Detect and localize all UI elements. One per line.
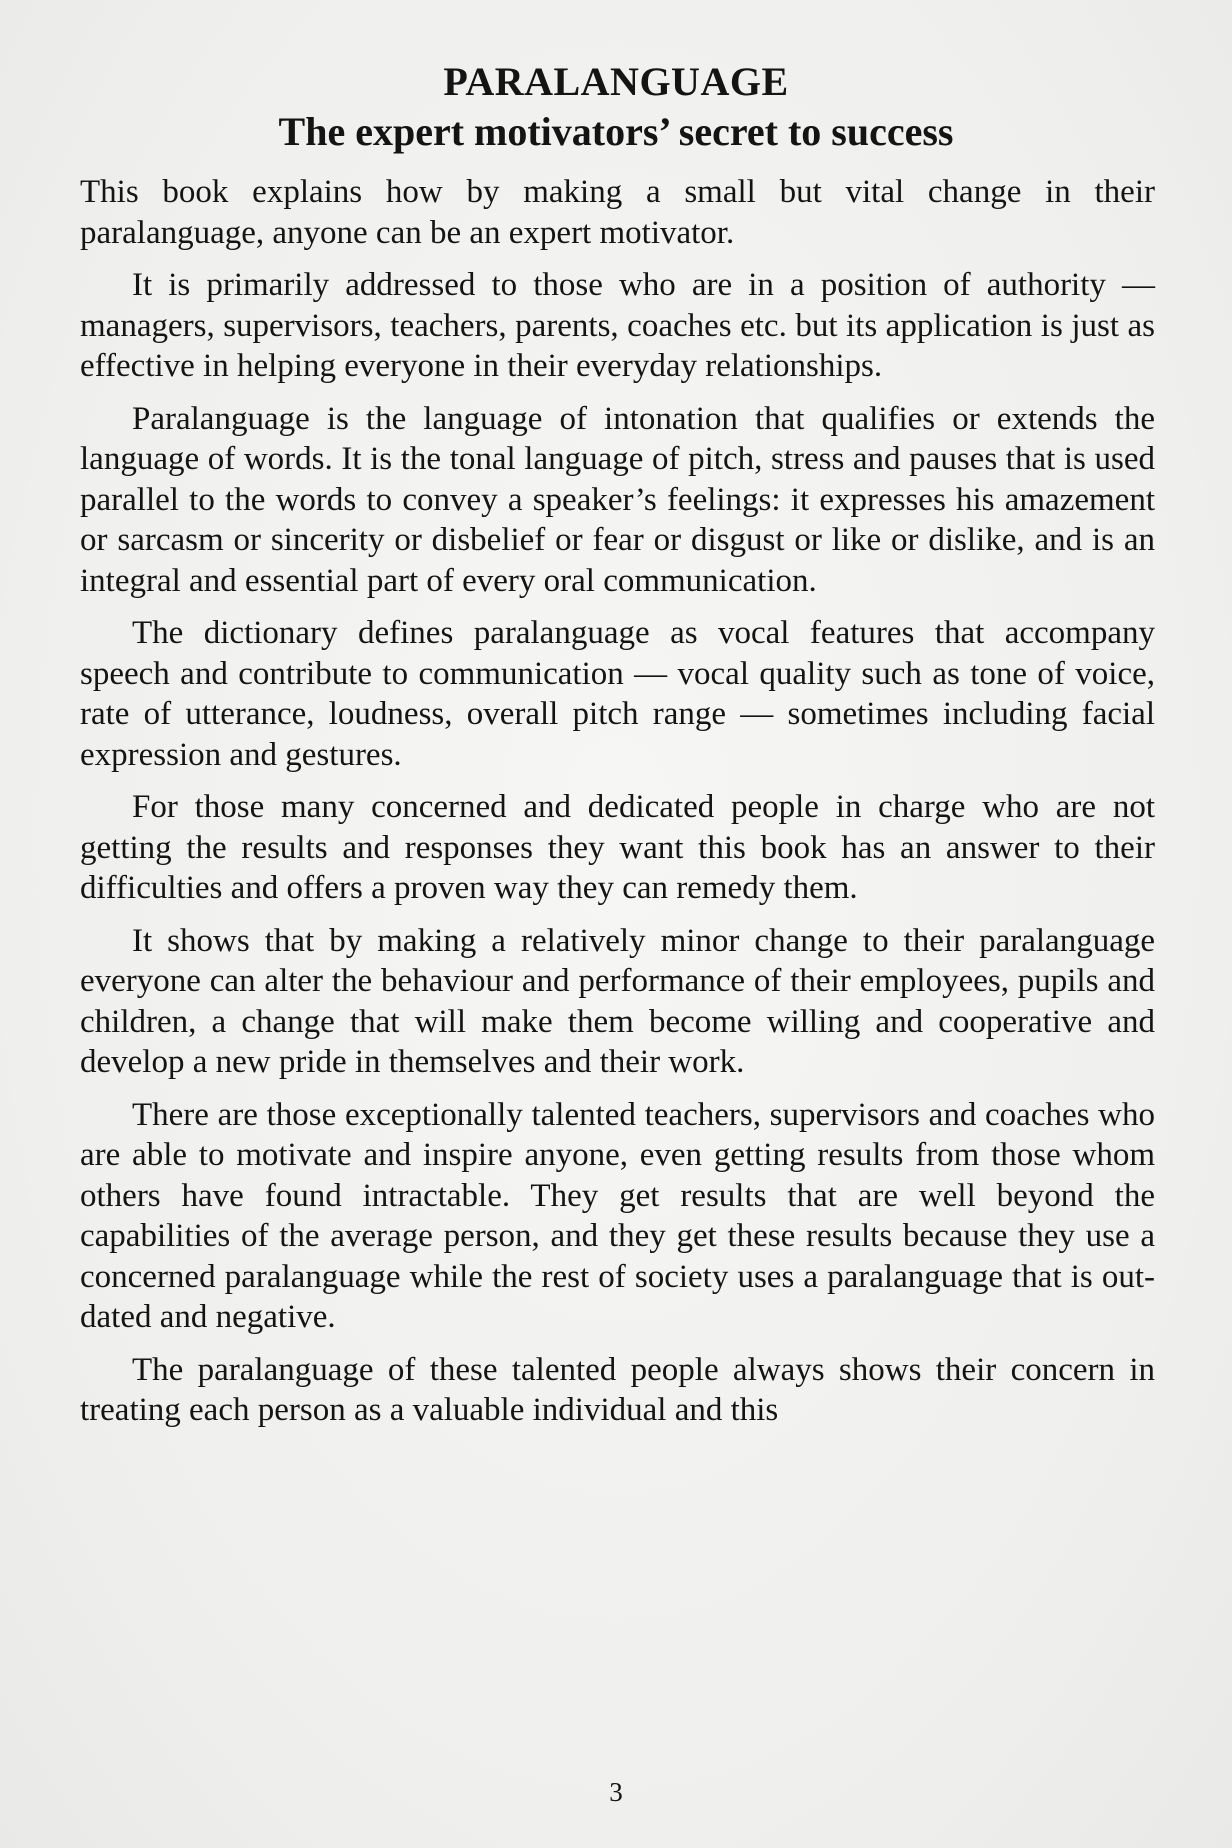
page-subtitle: The expert motivators’ secret to success	[278, 109, 954, 154]
paragraph-dictionary: The dictionary defines paralanguage as vocal features that accompany speech and contribute to communication — vocal quality such as tone of voice, rate of utterance, loudness, overall pitch range — sometimes including facial expression and gestures.	[80, 615, 1155, 773]
paragraph-audience: It is primarily addressed to those who are in a position of authority — managers, supervisors, teachers, parents, coaches etc. but its application is just as effective in helping everyone in their everyday relationships.	[80, 267, 1155, 384]
page-title: PARALANGUAGE	[443, 59, 789, 104]
paragraph-concern: The paralanguage of these talented people always shows their concern in treating each person as a valuable individual and this	[80, 1351, 1155, 1428]
paragraph-talented-people: There are those exceptionally talented teachers, supervisors and coaches who are able to motivate and inspire anyone, even getting results from those whom others have found intractable. They get results that are well beyond the capabilities of the average person, and they get these results because they use a concerned paralanguage while the rest of society uses a paralanguage that is out-dated and negative.	[80, 1096, 1155, 1335]
paragraph-definition: Paralanguage is the language of intonation that qualifies or extends the language of words. It is the tonal language of pitch, stress and pauses that is used parallel to the words to convey a speaker’s feelings: it expresses his amazement or sarcasm or sincerity or disbelief or fear or disgust or like or dislike, and is an integral and essential part of every oral communication.	[80, 400, 1155, 599]
page-number: 3	[609, 1777, 623, 1807]
paragraph-minor-change: It shows that by making a relatively minor change to their paralanguage everyone can alter the behaviour and performance of their employees, pupils and children, a change that will make them become willing and cooperative and develop a new pride in themselves and their work.	[80, 922, 1155, 1080]
body-text	[80, 172, 1155, 1443]
paragraph-intro: This book explains how by making a small but vital change in their paralanguage, anyone can be an expert motivator.	[80, 174, 1155, 251]
paragraph-concerned-people: For those many concerned and dedicated people in charge who are not getting the results and responses they want this book has an answer to their difficulties and offers a proven way they can remedy them.	[80, 789, 1155, 906]
